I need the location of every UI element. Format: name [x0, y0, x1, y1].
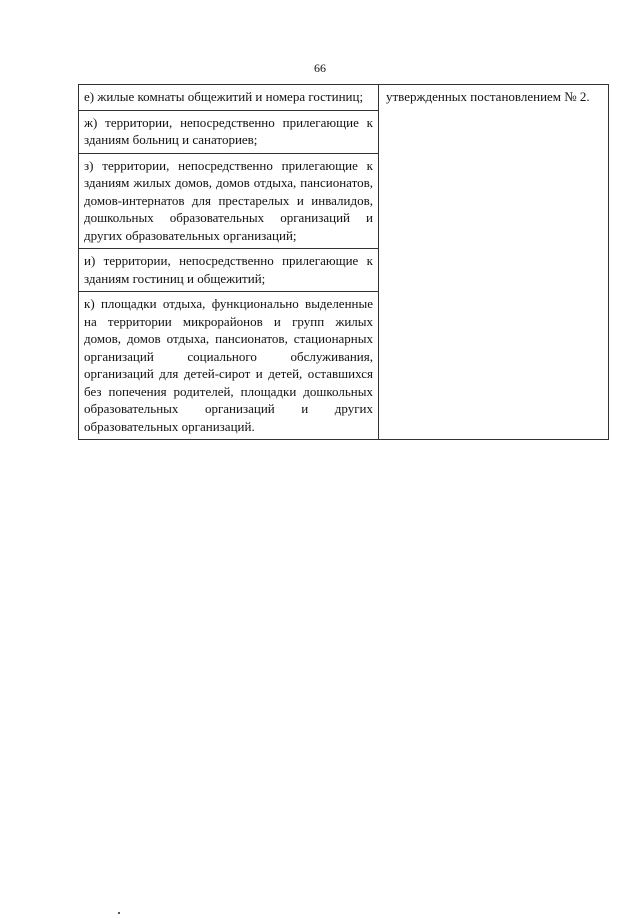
list-item-z: з) территории, непосредственно прилегающие к зданиям жилых домов, домов отдыха, пансионатов, домов-интернатов для престарелых и инвалидов, дошкольных образовательных организаций и других образовательных организаций;	[79, 154, 378, 250]
territory-list-cell	[79, 85, 379, 440]
list-item-e: е) жилые комнаты общежитий и номера гостиниц;	[79, 85, 378, 111]
list-item-zh: ж) территории, непосредственно прилегающие к зданиям больниц и санаториев;	[79, 111, 378, 154]
table-row	[79, 85, 609, 440]
page-number: 66	[314, 61, 326, 75]
reference-text: утвержденных постановлением № 2.	[386, 89, 590, 104]
reference-cell	[379, 85, 609, 440]
norms-table	[78, 84, 609, 440]
list-item-k: к) площадки отдыха, функционально выделенные на территории микрорайонов и групп жилых домов, домов отдыха, пансионатов, стационарных организаций социального обслуживания, организаций для детей-сирот и детей, оставшихся без попечения родителей, площадки дошкольных образовательных организаций и других образовательных организаций.	[84, 296, 373, 434]
scan-speck	[118, 912, 120, 914]
list-item-i: и) территории, непосредственно прилегающие к зданиям гостиниц и общежитий;	[79, 249, 378, 292]
